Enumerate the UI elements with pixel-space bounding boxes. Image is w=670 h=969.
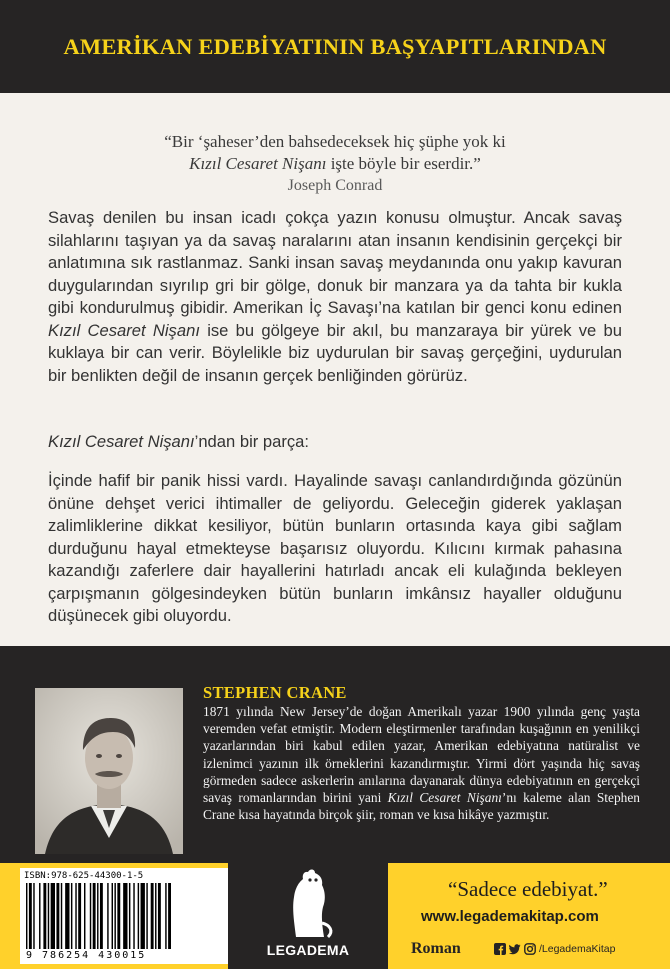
author-name: STEPHEN CRANE — [203, 683, 347, 702]
barcode-bar — [146, 883, 147, 949]
barcode-bar — [56, 883, 59, 949]
barcode-bar — [43, 883, 46, 949]
barcode-bar — [75, 883, 76, 949]
author-bio-text: 1871 yılında New Jersey’de doğan Amerikalı yazar 1900 yılında genç yaşta veremden vefat etmiştir. Modern eleştirmenler tarafından kuşağının en yenilikçi yazarlarından biri kabul edilen yazar, Amerikan edebiyatına natüralist ve izlenimci yazının ilk örneklerini kazandırmıştır. Yirmi dört yaşında hiç savaş görmeden sadece askerlerin anılarına dayanarak dünya edebiyatının en gerçekçi savaş romanlarından birini yani Kızıl Cesaret Nişanı’nı kaleme alan Stephen Crane kısa hayatında birçok şiir, roman ve kısa hikâye yazmıştır. — [203, 704, 640, 823]
twitter-icon — [509, 943, 521, 955]
barcode-bar — [100, 883, 103, 949]
book-title: Kızıl Cesaret Nişanı — [189, 154, 327, 173]
excerpt-heading: Kızıl Cesaret Nişanı’ndan bir parça: — [48, 432, 310, 451]
synopsis-paragraph: Savaş denilen bu insan icadı çokça yazın konusu olmuştur. Ancak savaş silahlarını taşıyan ya da savaş naralarını atan insanın kendisinin gerçekçi bir anlatımına sık rastlanmaz. Sanki insan savaş meydanında onu yakıp kavuran duygularından sıyrılıp gri bir gölge, donuk bir manzara ya da tahta bir kukla gibi kondurulmuş gibidir. Amerikan İç Savaşı’na katılan bir genci konu edinen Kızıl Cesaret Nişanı ise bu gölgeye bir akıl, bu manzaraya bir yürek ve bu kuklaya bir can verir. Böylelikle biz uydurulan bir savaş gerçeğini, uydurulan bir benlikten değil de insanın gerçek benliğinden görürüz. — [48, 208, 622, 385]
barcode-bar — [114, 883, 115, 949]
barcode-bar — [117, 883, 120, 949]
barcode-bar — [90, 883, 91, 949]
barcode-bar — [168, 883, 171, 949]
publisher-website: www.legademakitap.com — [421, 908, 599, 925]
author-bio-section — [0, 646, 670, 863]
isbn-label: ISBN:978-625-44300-1-5 — [24, 871, 144, 881]
publisher-slogan: “Sadece edebiyat.” — [448, 877, 608, 901]
panther-icon — [228, 863, 388, 943]
barcode-bar — [151, 883, 154, 949]
author-photo — [35, 688, 183, 854]
barcode-bar — [39, 883, 40, 949]
barcode-bar — [141, 883, 145, 949]
barcode-bar — [133, 883, 134, 949]
barcode-bar — [112, 883, 113, 949]
barcode-bar — [165, 883, 166, 949]
quote-line-1: “Bir ‘şaheser’den bahsedeceksek hiç şüphe yok ki — [164, 132, 506, 151]
barcode-bar — [107, 883, 108, 949]
barcode-bar — [123, 883, 127, 949]
facebook-icon — [494, 943, 506, 955]
barcode-bar — [138, 883, 139, 949]
barcode-bar — [61, 883, 62, 949]
barcode-bar — [97, 883, 98, 949]
isbn-barcode-box — [20, 868, 228, 964]
barcode-bar — [26, 883, 27, 949]
barcode-bar — [29, 883, 32, 949]
barcode-bar — [129, 883, 130, 949]
quote-line-2: Kızıl Cesaret Nişanı işte böyle bir eserdir.” — [189, 154, 481, 173]
isbn-digits: 9 786254 430015 — [26, 950, 147, 961]
barcode-bar — [33, 883, 34, 949]
social-handle: /LegademaKitap — [539, 943, 616, 955]
barcode-bar — [158, 883, 161, 949]
publisher-name: LEGADEMA — [266, 942, 350, 958]
publisher-logo — [228, 863, 388, 969]
barcode-bar — [84, 883, 85, 949]
barcode-bar — [65, 883, 69, 949]
barcode-bar — [93, 883, 96, 949]
barcode-bar — [78, 883, 81, 949]
barcode-bar — [48, 883, 49, 949]
barcode-bar — [71, 883, 72, 949]
barcode-bar — [51, 883, 55, 949]
genre-label: Roman — [411, 940, 461, 957]
instagram-icon — [524, 943, 536, 955]
social-handles — [494, 943, 615, 955]
excerpt-paragraph: İçinde hafif bir panik hissi vardı. Hayalinde savaşı canlandırdığında gözünün önüne dehşet verici ihtimaller de geliyordu. Geleceğin giderek yaklaşan zalimliklerine dikkat kesiliyor, bütün bunların ortasında kaya gibi sağlam durduğunu hayal etmekteyse başarısız oluyordu. Kılıcını kırmak pahasına kazandığı zaferlere dair hayallerini hatırladı ancak eli kulağında bekleyen çarpışmanın gölgesindeyken bütün bunların imkânsız hayaller olduğunu düşünecek gibi oluyordu. — [48, 471, 622, 625]
quote-block — [0, 131, 670, 197]
series-title: AMERİKAN EDEBİYATININ BAŞYAPITLARINDAN — [63, 34, 607, 59]
barcode-bar — [155, 883, 156, 949]
quote-author: Joseph Conrad — [287, 177, 383, 194]
barcode — [26, 883, 222, 949]
